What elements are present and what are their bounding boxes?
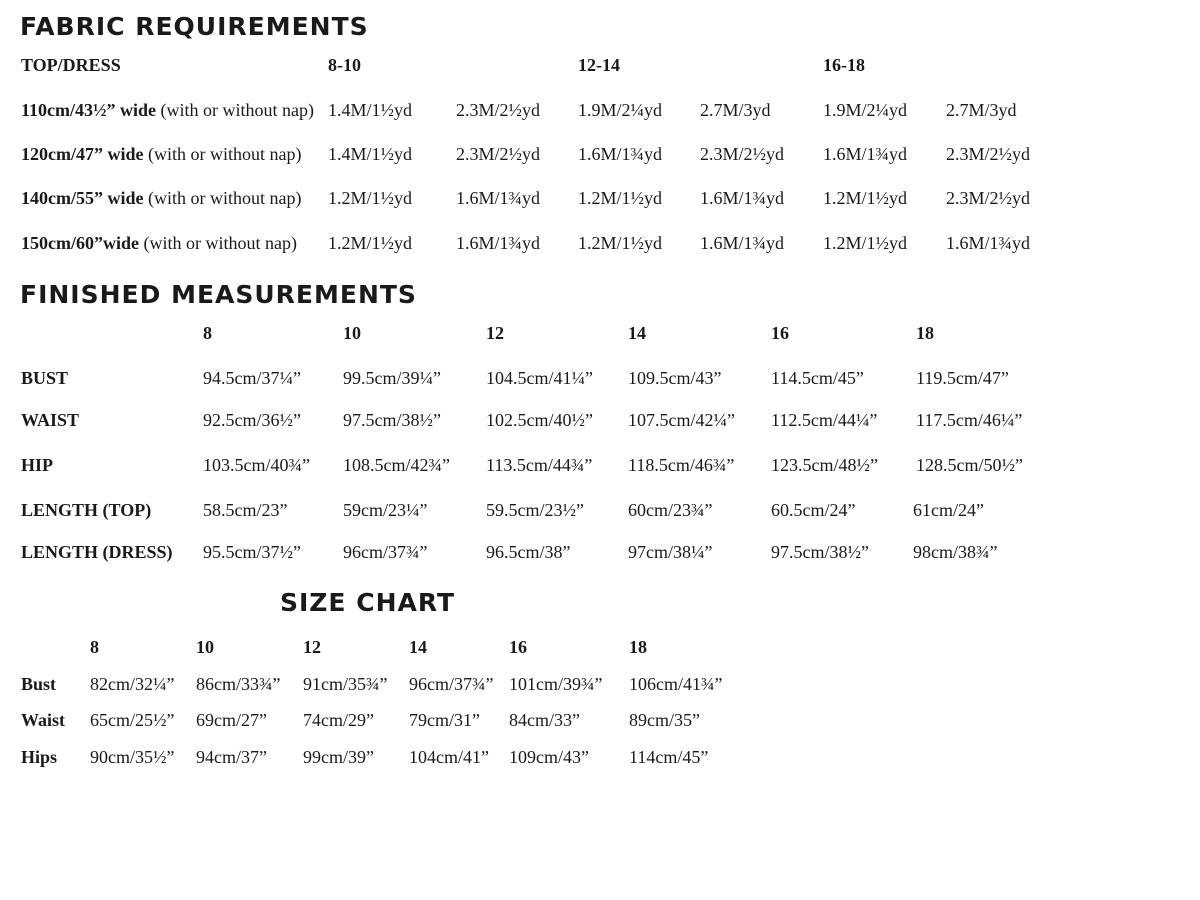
finished-header-row: [0, 321, 1200, 345]
size-chart-label: Hips: [21, 747, 58, 767]
fabric-value: 2.3M/2½yd: [456, 100, 541, 120]
size-chart-label: Waist: [21, 710, 66, 730]
fabric-header-label: TOP/DRESS: [21, 55, 121, 75]
finished-row-length-top: [0, 498, 1200, 522]
measurement-value: 112.5cm/44¼”: [771, 410, 878, 430]
fabric-row: [0, 186, 1200, 210]
fabric-value: 1.9M/2¼yd: [823, 100, 908, 120]
fabric-size-8-10: 8-10: [328, 55, 361, 75]
fabric-value: 1.9M/2¼yd: [578, 100, 663, 120]
fabric-width: 140cm/55” wide: [21, 188, 144, 208]
size-chart-value: 114cm/45”: [629, 747, 709, 767]
size-chart-value: 69cm/27”: [196, 710, 267, 730]
size-chart-value: 96cm/37¾”: [409, 674, 494, 694]
measurement-value: 61cm/24”: [913, 500, 984, 520]
size-chart-row-bust: [0, 672, 1200, 696]
fabric-value: 1.6M/1¾yd: [456, 233, 541, 253]
fabric-value: 1.2M/1½yd: [578, 233, 663, 253]
finished-row-bust: [0, 366, 1200, 390]
measurement-value: 97cm/38¼”: [628, 542, 713, 562]
finished-size-header: 10: [343, 323, 361, 343]
fabric-size-16-18: 16-18: [823, 55, 865, 75]
fabric-nap-note: (with or without nap): [143, 144, 302, 164]
size-chart-size-header: 12: [303, 637, 321, 657]
finished-size-header: 16: [771, 323, 789, 343]
measurement-value: 58.5cm/23”: [203, 500, 288, 520]
measurement-label: HIP: [21, 455, 54, 475]
size-chart-value: 82cm/32¼”: [90, 674, 175, 694]
size-chart-value: 65cm/25½”: [90, 710, 175, 730]
fabric-nap-note: (with or without nap): [143, 188, 302, 208]
size-chart-value: 74cm/29”: [303, 710, 374, 730]
measurement-value: 96.5cm/38”: [486, 542, 571, 562]
size-chart-size-header: 16: [509, 637, 527, 657]
size-chart-row-waist: [0, 708, 1200, 732]
measurement-value: 103.5cm/40¾”: [203, 455, 310, 475]
fabric-width-label: [21, 231, 297, 255]
fabric-width-label: [21, 98, 314, 122]
fabric-value: 1.2M/1½yd: [823, 233, 908, 253]
measurement-label: WAIST: [21, 410, 80, 430]
size-chart-label: Bust: [21, 674, 57, 694]
measurement-label: LENGTH (TOP): [21, 500, 152, 520]
fabric-value: 1.6M/1¾yd: [823, 144, 908, 164]
measurement-value: 97.5cm/38½”: [771, 542, 869, 562]
measurement-value: 99.5cm/39¼”: [343, 368, 441, 388]
fabric-value: 1.4M/1½yd: [328, 144, 413, 164]
measurement-value: 97.5cm/38½”: [343, 410, 441, 430]
fabric-value: 1.2M/1½yd: [328, 188, 413, 208]
measurement-value: 123.5cm/48½”: [771, 455, 878, 475]
measurement-value: 60.5cm/24”: [771, 500, 856, 520]
fabric-width-label: [21, 186, 301, 210]
fabric-width: 110cm/43½” wide: [21, 100, 156, 120]
fabric-value: 2.3M/2½yd: [700, 144, 785, 164]
measurement-value: 98cm/38¾”: [913, 542, 998, 562]
size-chart-size-header: 18: [629, 637, 647, 657]
fabric-value: 1.2M/1½yd: [578, 188, 663, 208]
size-chart-value: 79cm/31”: [409, 710, 480, 730]
measurement-value: 128.5cm/50½”: [916, 455, 1023, 475]
fabric-header-row: [0, 53, 1200, 77]
measurement-label: BUST: [21, 368, 69, 388]
size-chart-size-header: 10: [196, 637, 214, 657]
measurement-value: 102.5cm/40½”: [486, 410, 593, 430]
size-chart-value: 101cm/39¾”: [509, 674, 603, 694]
size-chart-value: 106cm/41¾”: [629, 674, 723, 694]
fabric-value: 1.6M/1¾yd: [700, 233, 785, 253]
size-chart-size-header: 8: [90, 637, 99, 657]
size-chart-value: 86cm/33¾”: [196, 674, 281, 694]
size-chart-row-hips: [0, 745, 1200, 769]
measurement-value: 59.5cm/23½”: [486, 500, 584, 520]
fabric-size-12-14: 12-14: [578, 55, 620, 75]
fabric-value: 1.6M/1¾yd: [700, 188, 785, 208]
finished-row-waist: [0, 408, 1200, 432]
fabric-value: 2.3M/2½yd: [456, 144, 541, 164]
finished-size-header: 8: [203, 323, 212, 343]
fabric-value: 2.7M/3yd: [946, 100, 1017, 120]
fabric-width-label: [21, 142, 301, 166]
fabric-value: 2.3M/2½yd: [946, 144, 1031, 164]
measurement-value: 104.5cm/41¼”: [486, 368, 593, 388]
measurement-value: 113.5cm/44¾”: [486, 455, 593, 475]
size-chart-header-row: [0, 635, 1200, 659]
size-chart-value: 84cm/33”: [509, 710, 580, 730]
measurement-label: LENGTH (DRESS): [21, 542, 173, 562]
fabric-nap-note: (with or without nap): [138, 233, 297, 253]
finished-size-header: 14: [628, 323, 646, 343]
fabric-width: 150cm/60”wide: [21, 233, 139, 253]
size-chart-heading: SIZE CHART: [280, 588, 456, 617]
fabric-value: 1.6M/1¾yd: [578, 144, 663, 164]
fabric-value: 1.2M/1½yd: [823, 188, 908, 208]
measurement-value: 96cm/37¾”: [343, 542, 428, 562]
finished-row-hip: [0, 453, 1200, 477]
measurement-value: 119.5cm/47”: [916, 368, 1009, 388]
finished-size-header: 12: [486, 323, 504, 343]
fabric-width: 120cm/47” wide: [21, 144, 144, 164]
measurement-value: 109.5cm/43”: [628, 368, 722, 388]
fabric-value: 1.4M/1½yd: [328, 100, 413, 120]
fabric-nap-note: (with or without nap): [156, 100, 314, 120]
fabric-row: [0, 142, 1200, 166]
size-chart-value: 104cm/41”: [409, 747, 489, 767]
size-chart-value: 99cm/39”: [303, 747, 374, 767]
measurement-value: 95.5cm/37½”: [203, 542, 301, 562]
fabric-row: [0, 98, 1200, 122]
fabric-value: 1.6M/1¾yd: [946, 233, 1031, 253]
size-chart-value: 94cm/37”: [196, 747, 267, 767]
measurement-value: 114.5cm/45”: [771, 368, 864, 388]
finished-measurements-heading: FINISHED MEASUREMENTS: [20, 280, 417, 309]
measurement-value: 107.5cm/42¼”: [628, 410, 735, 430]
fabric-requirements-heading: FABRIC REQUIREMENTS: [20, 12, 369, 41]
fabric-value: 2.7M/3yd: [700, 100, 771, 120]
measurement-value: 117.5cm/46¼”: [916, 410, 1023, 430]
measurement-value: 118.5cm/46¾”: [628, 455, 735, 475]
fabric-value: 1.6M/1¾yd: [456, 188, 541, 208]
size-chart-value: 91cm/35¾”: [303, 674, 388, 694]
measurement-value: 108.5cm/42¾”: [343, 455, 450, 475]
size-chart-value: 90cm/35½”: [90, 747, 175, 767]
size-chart-value: 89cm/35”: [629, 710, 700, 730]
measurement-value: 59cm/23¼”: [343, 500, 428, 520]
finished-size-header: 18: [916, 323, 934, 343]
fabric-row: [0, 231, 1200, 255]
measurement-value: 60cm/23¾”: [628, 500, 713, 520]
fabric-value: 1.2M/1½yd: [328, 233, 413, 253]
fabric-value: 2.3M/2½yd: [946, 188, 1031, 208]
measurement-value: 94.5cm/37¼”: [203, 368, 301, 388]
finished-row-length-dress: [0, 540, 1200, 564]
size-chart-value: 109cm/43”: [509, 747, 589, 767]
size-chart-size-header: 14: [409, 637, 427, 657]
measurement-value: 92.5cm/36½”: [203, 410, 301, 430]
